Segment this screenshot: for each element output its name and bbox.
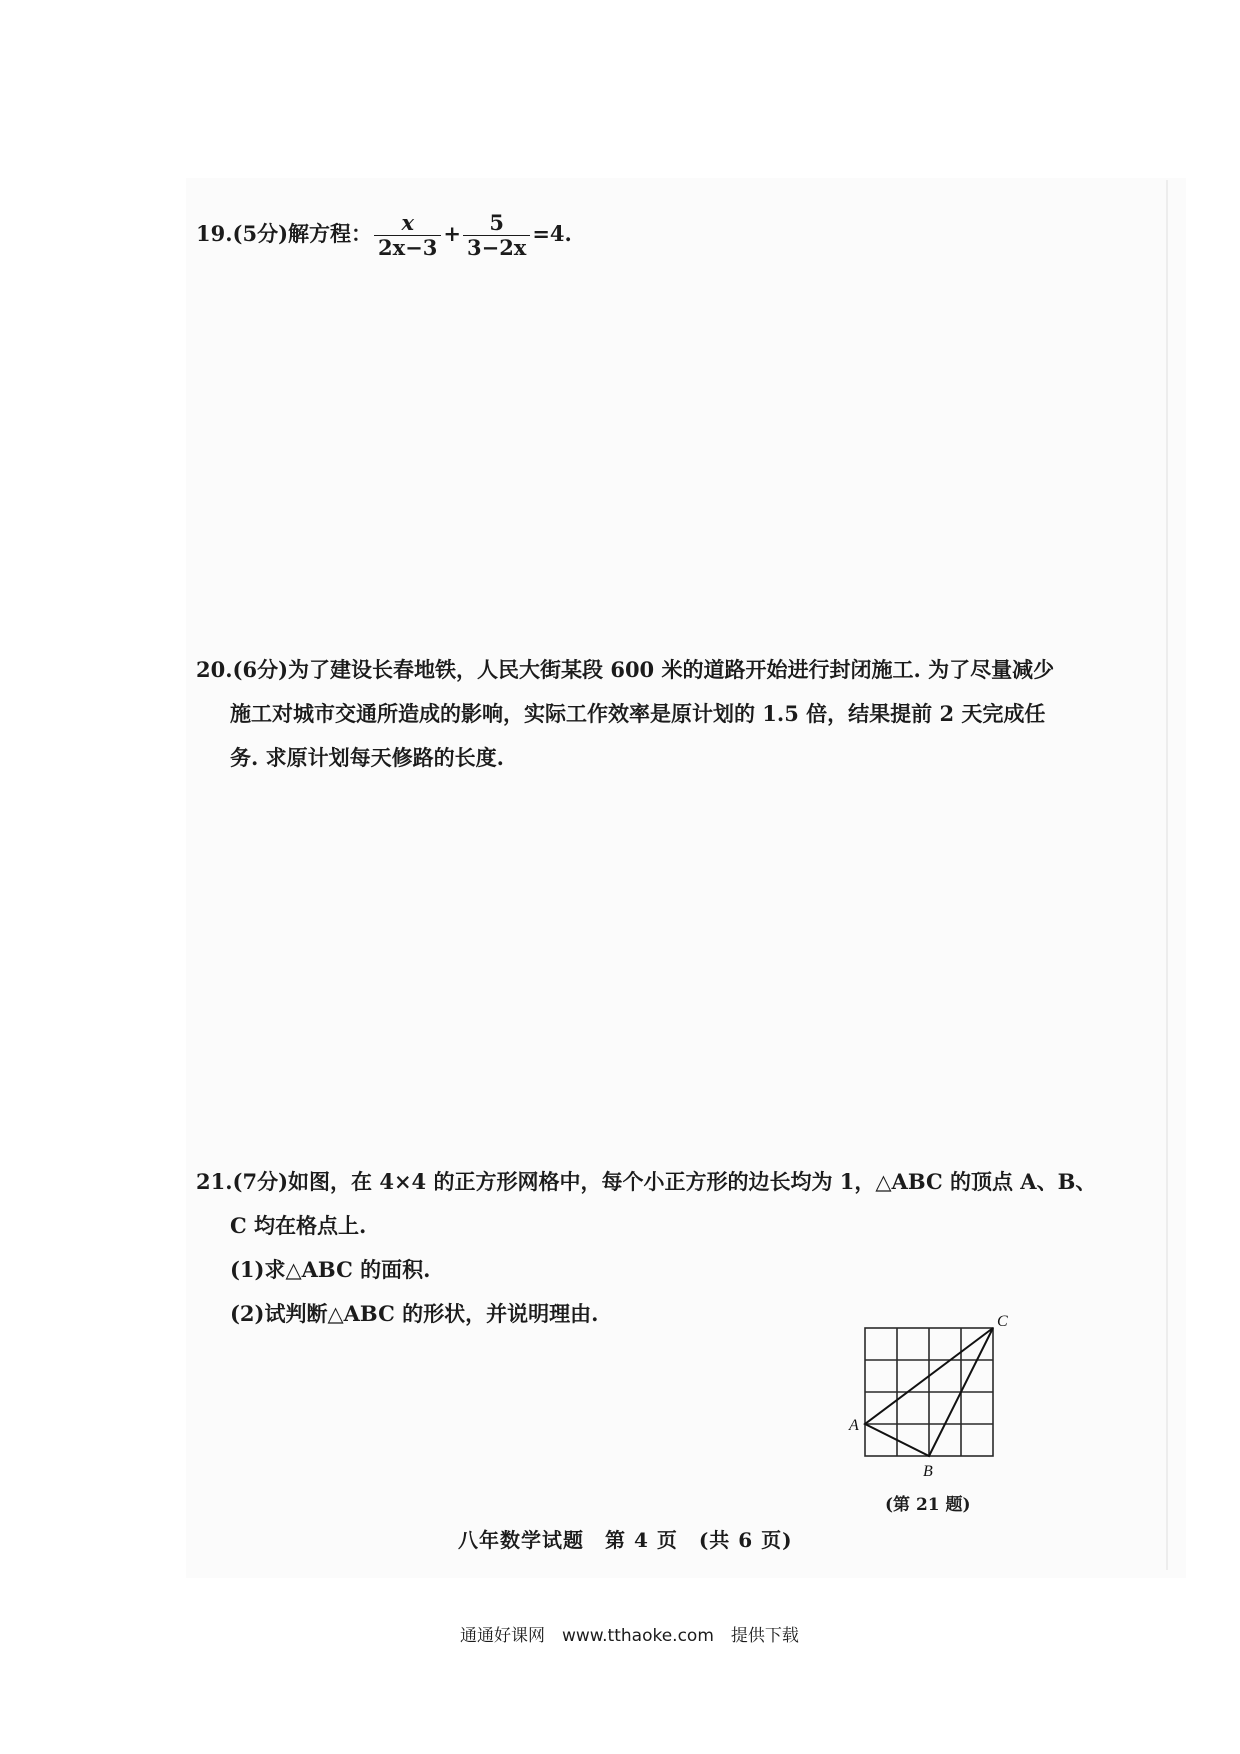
q20-line-2: 施工对城市交通所造成的影响，实际工作效率是原计划的 1.5 倍，结果提前 2 天完成任 — [230, 701, 1046, 726]
q19-fraction-2 — [463, 211, 530, 260]
q21-line-1: 21.(7分)如图，在 4×4 的正方形网格中，每个小正方形的边长均为 1，△ABC 的顶点 A、B、 — [196, 1169, 1097, 1194]
scanned-page — [186, 178, 1186, 1578]
question-20 — [196, 648, 1116, 780]
vertex-label-a: A — [849, 1417, 859, 1434]
q20-line-1: 20.(6分)为了建设长春地铁，人民大街某段 600 米的道路开始进行封闭施工. 为了尽量减少 — [196, 657, 1055, 682]
q19-fraction-1 — [374, 211, 441, 260]
page-edge — [1166, 180, 1168, 1570]
vertex-label-b: B — [923, 1463, 933, 1480]
q19-frac1-denominator: 2x−3 — [378, 235, 438, 260]
download-credit: 通通好课网 www.tthaoke.com 提供下载 — [460, 1626, 799, 1646]
q19-frac1-numerator: x — [374, 211, 441, 236]
question-19 — [196, 206, 572, 262]
grid-lines — [865, 1328, 993, 1456]
q21-part-2: (2)试判断△ABC 的形状，并说明理由. — [230, 1301, 599, 1326]
q19-frac2-numerator: 5 — [463, 211, 530, 236]
q20-line-3: 务. 求原计划每天修路的长度. — [230, 745, 504, 770]
vertex-label-c: C — [997, 1313, 1008, 1330]
q19-rhs: =4. — [532, 221, 572, 246]
q19-plus: + — [443, 221, 461, 246]
q21-line-2: C 均在格点上. — [230, 1213, 367, 1238]
q19-frac2-denominator: 3−2x — [466, 235, 527, 260]
q19-label: 19.(5分)解方程： — [196, 221, 373, 246]
q21-part-1: (1)求△ABC 的面积. — [230, 1257, 431, 1282]
page-footer: 八年数学试题 第 4 页 (共 6 页) — [458, 1528, 793, 1552]
figure-caption: (第 21 题) — [885, 1495, 971, 1515]
